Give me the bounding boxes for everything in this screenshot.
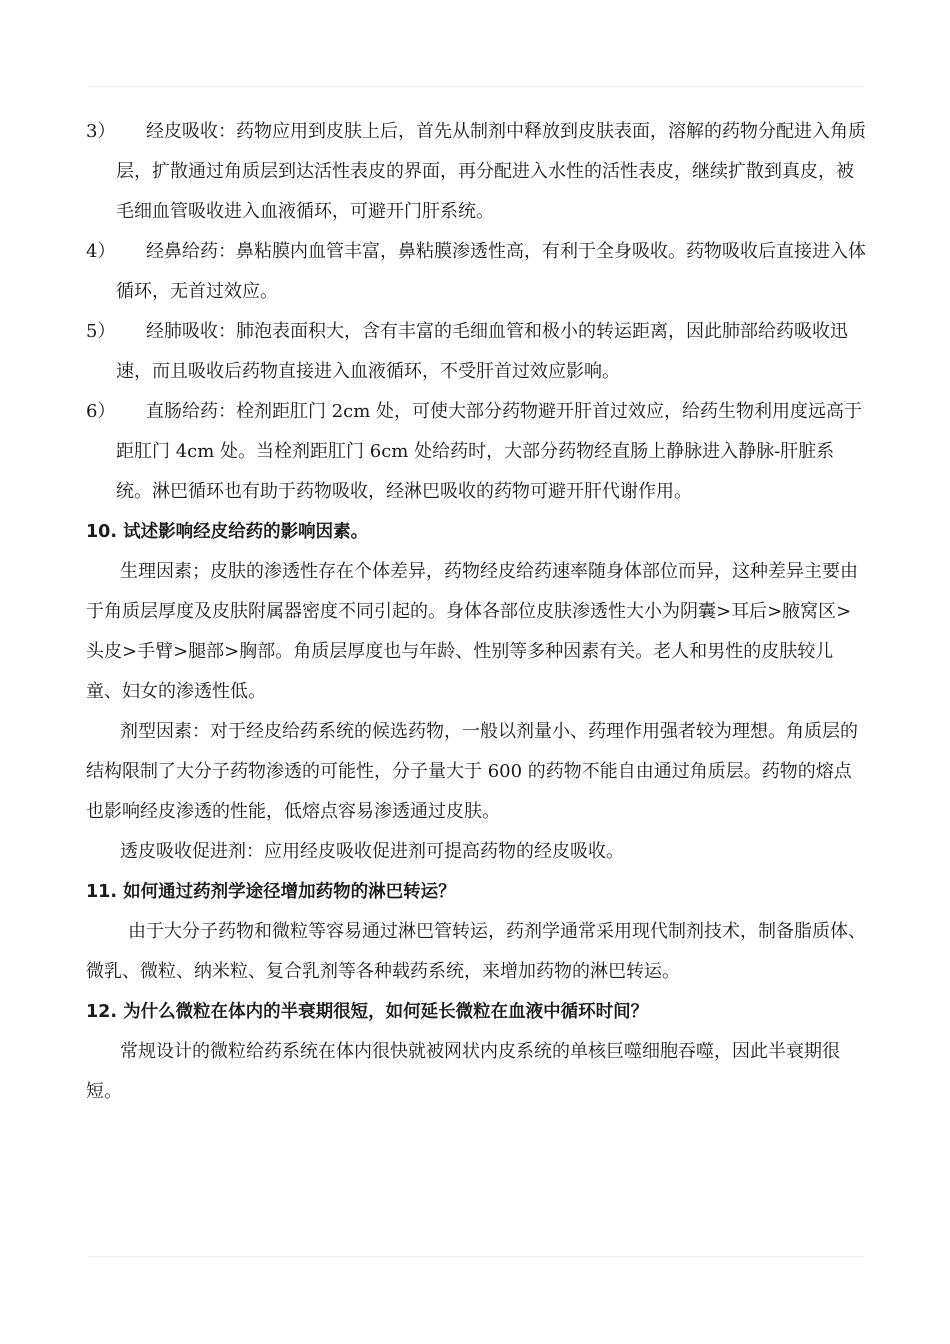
list-item-3 xyxy=(86,112,866,232)
question-12-heading: 12. 为什么微粒在体内的半衰期很短，如何延长微粒在血液中循环时间？ xyxy=(86,1002,649,1022)
q12-paragraph-1: 常规设计的微粒给药系统在体内很快就被网状内皮系统的单核巨噬细胞吞噬，因此半衰期很短。 xyxy=(86,1041,840,1102)
item-label: 直肠给药： xyxy=(146,401,236,422)
document-body xyxy=(86,112,866,1112)
list-item-5 xyxy=(86,312,866,392)
header-rule xyxy=(88,86,864,87)
question-11-heading: 11. 如何通过药剂学途径增加药物的淋巴转运？ xyxy=(86,882,456,902)
item-label: 经肺吸收： xyxy=(146,321,236,342)
q10-paragraph-1: 生理因素；皮肤的渗透性存在个体差异，药物经皮给药速率随身体部位而异，这种差异主要由于角质层厚度及皮肤附属器密度不同引起的。身体各部位皮肤渗透性大小为阴囊>耳后>腋窝区>头皮>手臂>腿部>胸部。角质层厚度也与年龄、性别等多种因素有关。老人和男性的皮肤较儿童、妇女的渗透性低。 xyxy=(86,561,858,702)
q10-paragraph-3: 透皮吸收促进剂：应用经皮吸收促进剂可提高药物的经皮吸收。 xyxy=(120,841,624,862)
item-text: 药物应用到皮肤上后，首先从制剂中释放到皮肤表面，溶解的药物分配进入角质层，扩散通过角质层到达活性表皮的界面，再分配进入水性的活性表皮，继续扩散到真皮，被毛细血管吸收进入血液循环，可避开门肝系统。 xyxy=(116,121,866,222)
list-item-4 xyxy=(86,232,866,312)
item-number: 4） xyxy=(86,241,116,262)
item-number: 5） xyxy=(86,321,116,342)
item-text: 鼻粘膜内血管丰富，鼻粘膜渗透性高，有利于全身吸收。药物吸收后直接进入体循环，无首过效应。 xyxy=(116,241,866,302)
q10-paragraph-2: 剂型因素：对于经皮给药系统的候选药物，一般以剂量小、药理作用强者较为理想。角质层的结构限制了大分子药物渗透的可能性，分子量大于 600 的药物不能自由通过角质层。药物的熔点也影响经皮渗透的性能，低熔点容易渗透通过皮肤。 xyxy=(86,721,858,822)
q11-paragraph-1: 由于大分子药物和微粒等容易通过淋巴管转运，药剂学通常采用现代制剂技术，制备脂质体、微乳、微粒、纳米粒、复合乳剂等各种载药系统，来增加药物的淋巴转运。 xyxy=(86,921,866,982)
item-number: 6） xyxy=(86,401,116,422)
item-label: 经鼻给药： xyxy=(146,241,236,262)
footer-rule xyxy=(88,1256,864,1257)
question-10-heading: 10. 试述影响经皮给药的影响因素。 xyxy=(86,522,369,542)
item-label: 经皮吸收： xyxy=(146,121,236,142)
item-text: 肺泡表面积大，含有丰富的毛细血管和极小的转运距离，因此肺部给药吸收迅速，而且吸收后药物直接进入血液循环，不受肝首过效应影响。 xyxy=(116,321,848,382)
list-item-6 xyxy=(86,392,866,512)
item-text: 栓剂距肛门 2cm 处，可使大部分药物避开肝首过效应，给药生物利用度远高于距肛门 4cm 处。当栓剂距肛门 6cm 处给药时，大部分药物经直肠上静脉进入静脉-肝脏系统。淋巴循环也有助于药物吸收，经淋巴吸收的药物可避开肝代谢作用。 xyxy=(116,401,863,502)
item-number: 3） xyxy=(86,121,116,142)
